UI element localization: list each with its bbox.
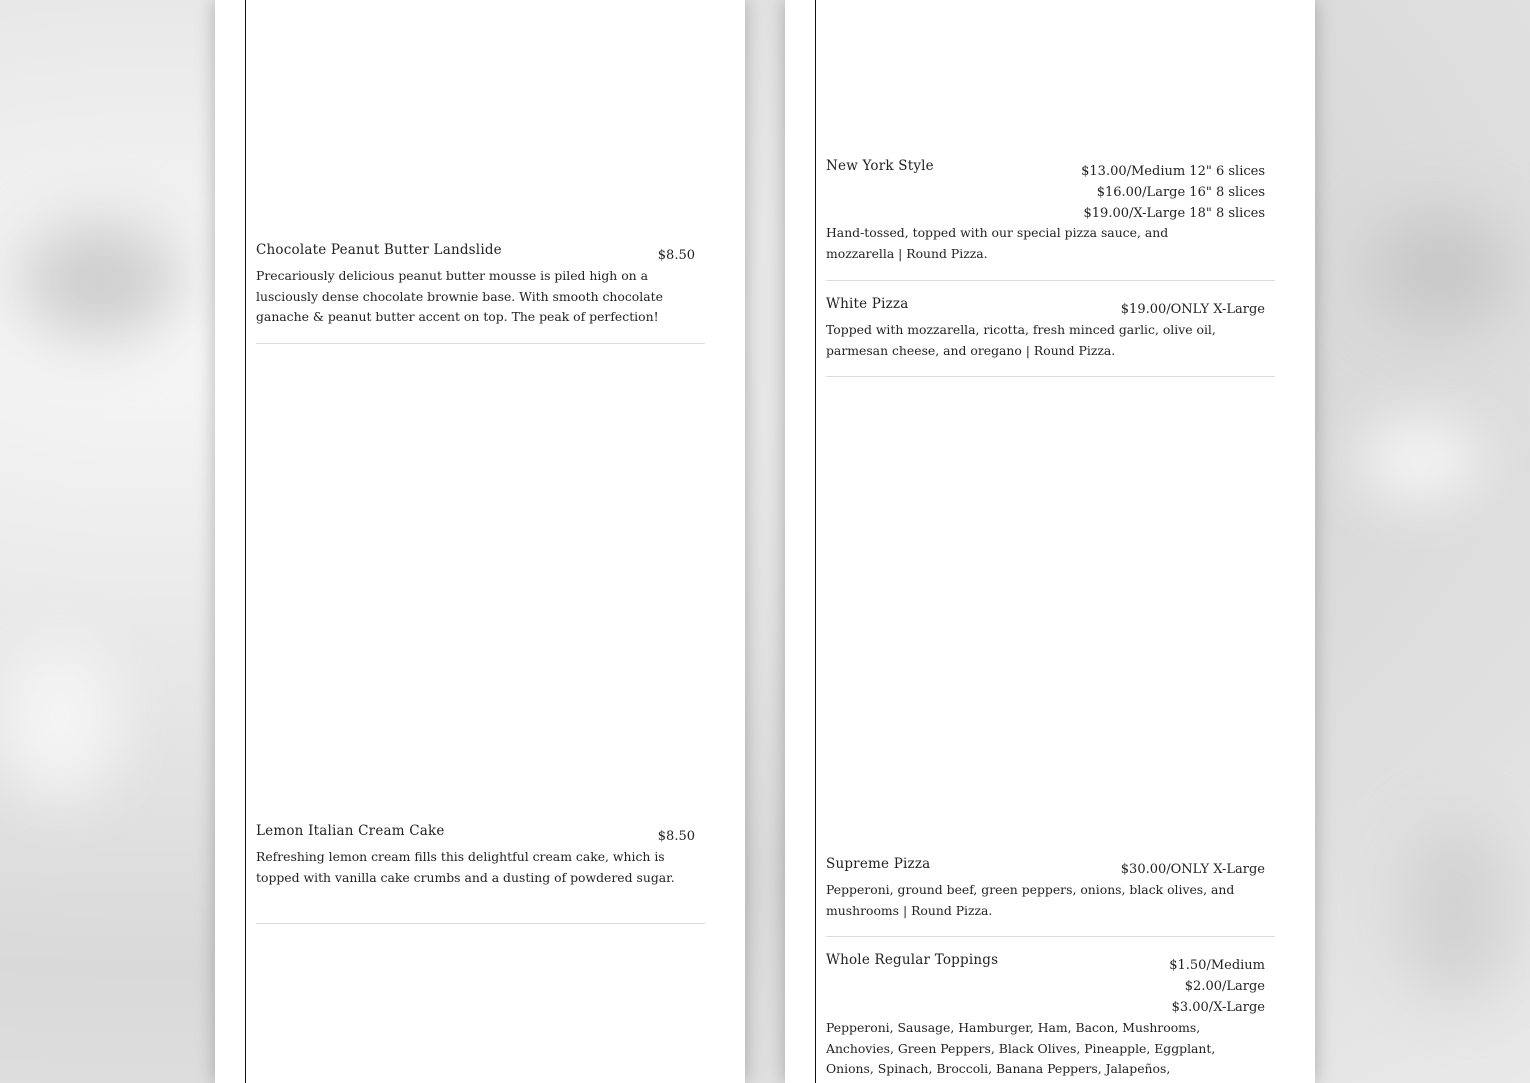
menu-item-description: Refreshing lemon cream fills this delightful cream cake, which is topped with vanilla cake crumbs and a dusting of powdered sugar. — [256, 849, 675, 885]
menu-panel-left — [215, 0, 745, 1083]
menu-item — [826, 856, 1275, 937]
menu-item-price: $30.00/ONLY X-Large — [1120, 862, 1265, 877]
menu-item-name: Chocolate Peanut Butter Landslide — [256, 242, 502, 258]
background-blob — [1400, 820, 1510, 1000]
menu-item-price: $19.00/X-Large 18" 8 slices — [1083, 206, 1265, 221]
menu-item — [826, 952, 1275, 1083]
menu-item-price: $19.00/ONLY X-Large — [1120, 302, 1265, 317]
menu-item-name: Supreme Pizza — [826, 856, 931, 872]
item-divider — [256, 923, 705, 924]
menu-item-price: $13.00/Medium 12" 6 slices — [1081, 164, 1265, 179]
background-blob — [0, 640, 120, 800]
menu-item-price: $8.50 — [657, 829, 695, 844]
menu-item-description: Hand-tossed, topped with our special pizza sauce, and mozzarella | Round Pizza. — [826, 225, 1169, 261]
menu-item — [256, 242, 705, 344]
menu-item-description: Pepperoni, Sausage, Hamburger, Ham, Bacon, Mushrooms, Anchovies, Green Peppers, Black Olives, Pineapple, Eggplant, Onions, Spinach, Broccoli, Banana Peppers, Jalapeños, — [826, 1020, 1216, 1076]
item-divider — [256, 343, 705, 344]
background-blob — [20, 220, 180, 340]
menu-item — [826, 296, 1275, 377]
menu-item-price-list — [1121, 859, 1265, 880]
menu-item-price: $16.00/Large 16" 8 slices — [1096, 185, 1265, 200]
item-divider — [826, 936, 1275, 937]
item-divider — [826, 376, 1275, 377]
panel-border-line — [245, 0, 246, 1083]
menu-item-price: $3.00/X-Large — [1171, 1000, 1265, 1015]
menu-item-price: $1.50/Medium — [1169, 958, 1265, 973]
item-divider — [826, 280, 1275, 281]
background-blob — [1360, 420, 1480, 500]
menu-item-description: Pepperoni, ground beef, green peppers, onions, black olives, and mushrooms | Round Pizza. — [826, 882, 1235, 918]
menu-item-price-list — [1121, 299, 1265, 320]
menu-item-price-list — [1169, 955, 1265, 1018]
menu-item-name: New York Style — [826, 158, 934, 174]
menu-item-name: Whole Regular Toppings — [826, 952, 999, 968]
menu-panel-right — [785, 0, 1315, 1083]
panel-border-line — [815, 0, 816, 1083]
menu-item — [826, 158, 1275, 281]
menu-item-price-list — [1081, 161, 1265, 224]
menu-item-price: $8.50 — [657, 248, 695, 263]
menu-item-name: Lemon Italian Cream Cake — [256, 823, 445, 839]
menu-item-description: Precariously delicious peanut butter mousse is piled high on a lusciously dense chocolate brownie base. With smooth chocolate ganache & peanut butter accent on top. The peak of perfection! — [256, 268, 663, 324]
menu-item — [256, 823, 705, 925]
menu-item-price: $2.00/Large — [1184, 979, 1265, 994]
background-blob — [1370, 210, 1510, 330]
menu-item-description: Topped with mozzarella, ricotta, fresh minced garlic, olive oil, parmesan cheese, and oregano | Round Pizza. — [826, 322, 1216, 358]
menu-item-name: White Pizza — [826, 296, 909, 312]
